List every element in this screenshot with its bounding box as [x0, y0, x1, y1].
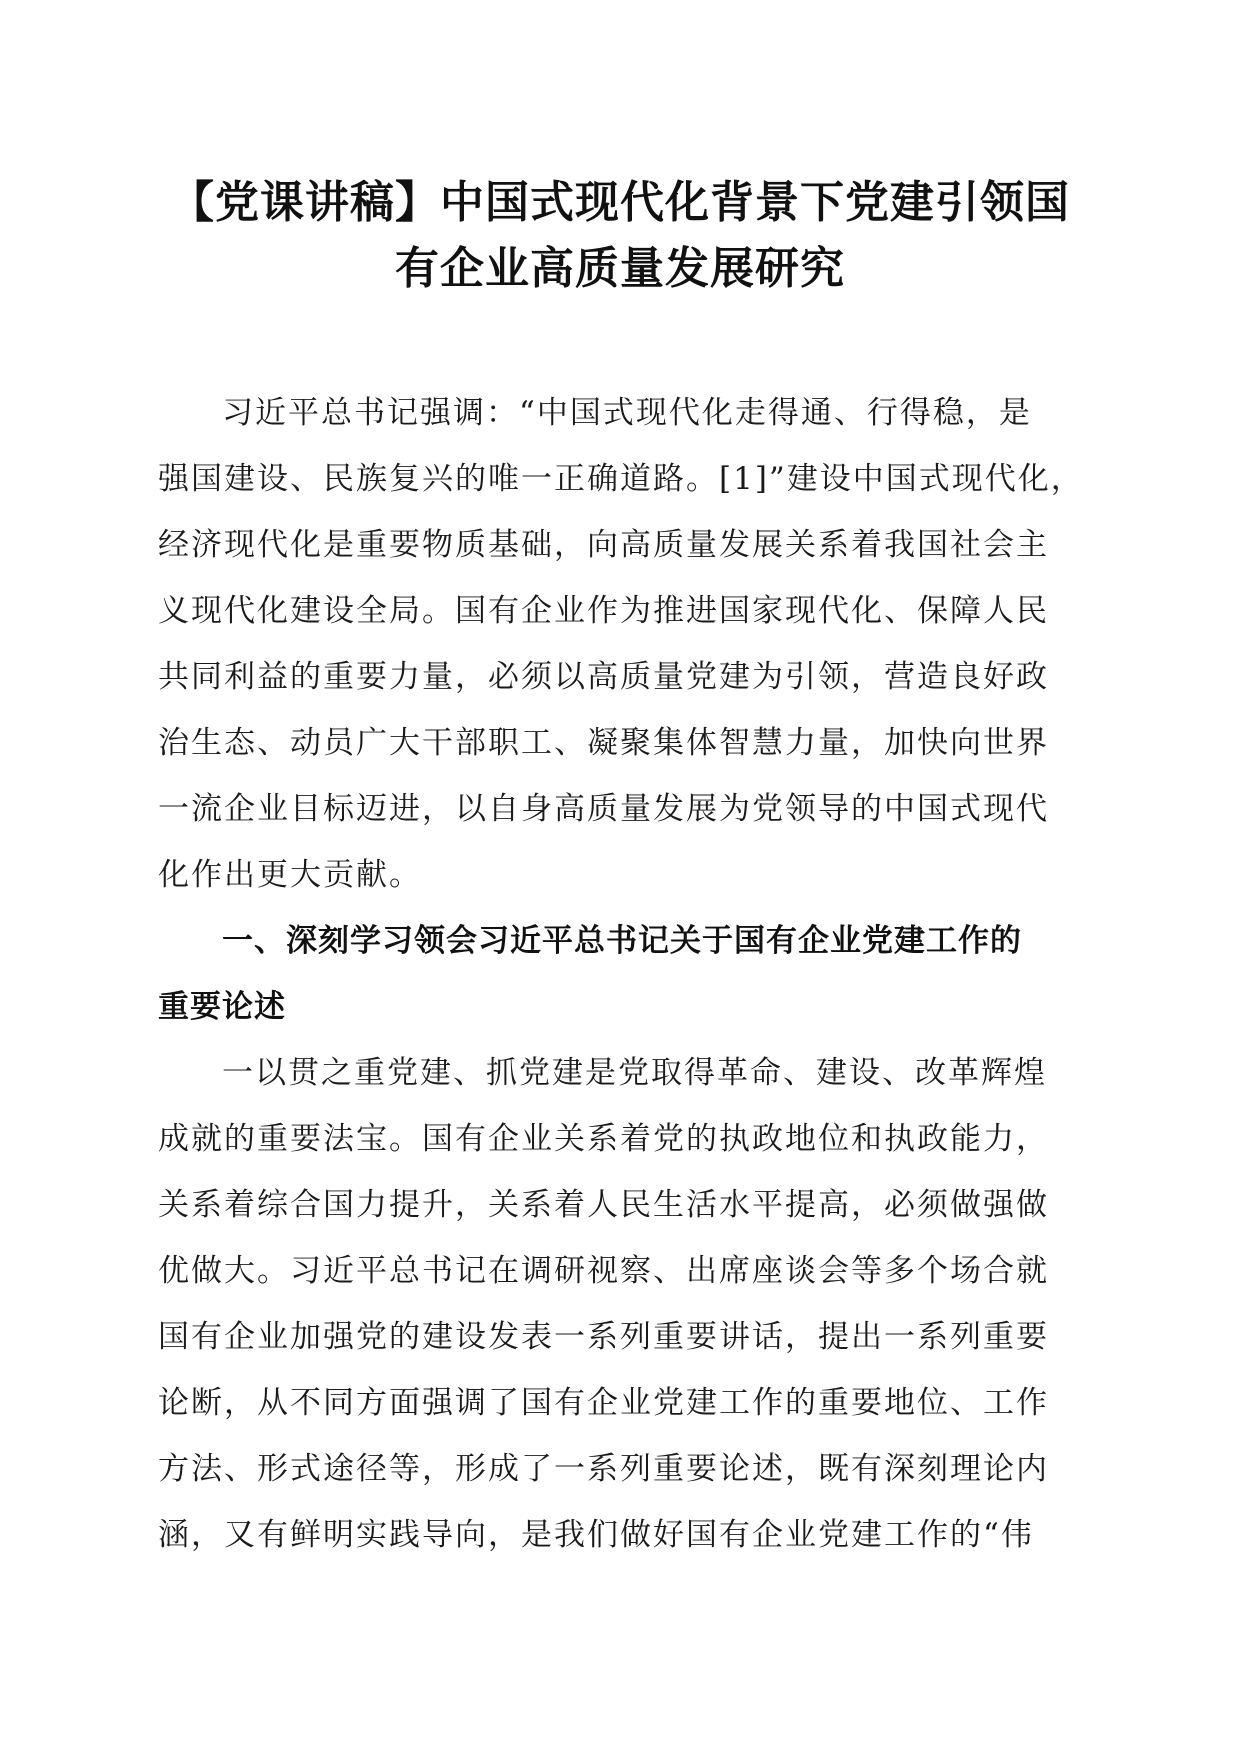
- paragraph-line: 论断，从不同方面强调了国有企业党建工作的重要地位、工作: [158, 1385, 1049, 1421]
- paragraph-line: 经济现代化是重要物质基础，向高质量发展关系着我国社会主: [158, 527, 1049, 563]
- heading-line: 一、深刻学习领会习近平总书记关于国有企业党建工作的: [222, 923, 1022, 959]
- paragraph-section-1: [158, 1040, 1078, 1568]
- paragraph-intro: [158, 380, 1084, 908]
- paragraph-line: 义现代化建设全局。国有企业作为推进国家现代化、保障人民: [158, 593, 1049, 629]
- paragraph-line: 强国建设、民族复兴的唯一正确道路。[1]”建设中国式现代化，: [158, 461, 1084, 497]
- paragraph-line: 成就的重要法宝。国有企业关系着党的执政地位和执政能力，: [158, 1121, 1049, 1157]
- title-line: 【党课讲稿】中国式现代化背景下党建引领国: [170, 177, 1070, 228]
- document-body: [158, 380, 1084, 1568]
- section-heading-1: [158, 908, 1078, 1040]
- paragraph-line: 化作出更大贡献。: [158, 857, 422, 893]
- paragraph-line: 方法、形式途径等，形成了一系列重要论述，既有深刻理论内: [158, 1451, 1049, 1487]
- paragraph-line: 共同利益的重要力量，必须以高质量党建为引领，营造良好政: [158, 659, 1049, 695]
- paragraph-line: 关系着综合国力提升，关系着人民生活水平提高，必须做强做: [158, 1187, 1049, 1223]
- paragraph-line: 一流企业目标迈进，以自身高质量发展为党领导的中国式现代: [158, 791, 1049, 827]
- paragraph-line: 习近平总书记强调：“中国式现代化走得通、行得稳，是: [222, 395, 1032, 431]
- paragraph-line: 优做大。习近平总书记在调研视察、出席座谈会等多个场合就: [158, 1253, 1049, 1289]
- paragraph-line: 一以贯之重党建、抓党建是党取得革命、建设、改革辉煌: [222, 1055, 1047, 1091]
- paragraph-line: 治生态、动员广大干部职工、凝聚集体智慧力量，加快向世界: [158, 725, 1049, 761]
- heading-line: 重要论述: [158, 989, 286, 1025]
- paragraph-line: 涵，又有鲜明实践导向，是我们做好国有企业党建工作的“伟: [158, 1517, 1034, 1553]
- paragraph-line: 国有企业加强党的建设发表一系列重要讲话，提出一系列重要: [158, 1319, 1049, 1355]
- title-line: 有企业高质量发展研究: [395, 243, 845, 294]
- document-title: [150, 170, 1090, 302]
